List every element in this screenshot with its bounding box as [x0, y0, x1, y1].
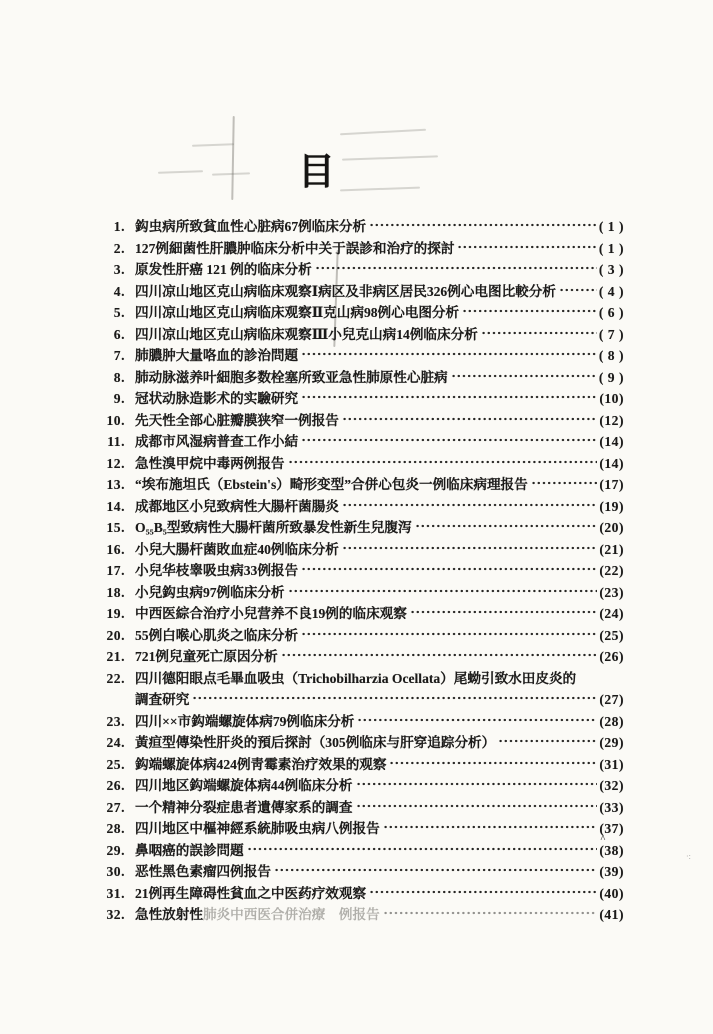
- entry-title: 急性溴甲烷中毒两例报告: [135, 455, 285, 471]
- toc-entry: [97, 409, 624, 431]
- entry-body: [135, 258, 624, 278]
- dot-leader: [192, 695, 597, 701]
- dot-leader: [247, 846, 598, 852]
- entry-page-number: ( 1 ): [598, 240, 624, 256]
- entry-number: 16.: [106, 541, 125, 557]
- entry-title: 小兒大腸杆菌敗血症40例临床分析: [135, 541, 339, 557]
- entry-number: 18.: [106, 584, 125, 600]
- entry-number: 30.: [106, 864, 125, 879]
- entry-body: [135, 882, 624, 902]
- dot-leader: [342, 416, 597, 422]
- toc-entry: [97, 559, 624, 581]
- entry-title: 四川凉山地区克山病临床观察Ⅰ病区及非病区居民326例心电图比較分析: [135, 283, 556, 299]
- toc-entry: [97, 430, 624, 452]
- entry-title: 721例兒童死亡原因分析: [135, 649, 278, 664]
- entry-page-number: (17): [599, 477, 624, 492]
- entry-body: [135, 903, 624, 923]
- toc-entry: [97, 903, 624, 925]
- entry-title: O₅₅B₅型致病性大腸杆菌所致暴发性新生兒腹泻: [135, 520, 412, 535]
- entry-body: [135, 323, 624, 343]
- entry-number: 1.: [113, 219, 125, 234]
- entry-body: [135, 366, 624, 386]
- entry-number: 6.: [113, 326, 125, 342]
- pencil-mark: [340, 187, 420, 191]
- entry-title: 急性放射性: [135, 907, 203, 922]
- entry-number: 10.: [106, 412, 125, 428]
- entry-body: [135, 452, 624, 472]
- entry-page-number: (19): [599, 498, 624, 514]
- entry-number: 29.: [106, 842, 125, 858]
- entry-body: [135, 645, 624, 665]
- toc-entry: [97, 495, 624, 517]
- pencil-mark: [340, 129, 426, 135]
- dot-leader: [559, 287, 597, 293]
- entry-body: [135, 710, 624, 730]
- entry-page-number: (20): [599, 520, 624, 535]
- entry-number: 11.: [107, 434, 125, 449]
- toc-entry: [97, 215, 624, 237]
- toc-entry: [97, 280, 624, 302]
- dot-leader: [357, 717, 597, 723]
- dot-leader: [342, 545, 597, 551]
- entry-body: [135, 538, 624, 558]
- dot-leader: [481, 330, 597, 336]
- entry-title: 鼻咽癌的誤診問題: [135, 842, 244, 858]
- entry-body: [135, 731, 624, 751]
- entry-number: 20.: [106, 627, 125, 643]
- entry-title: 一个精神分裂症患者遺傳家系的調查: [135, 799, 353, 815]
- entry-body: [135, 301, 624, 321]
- entry-page-number: (21): [599, 541, 624, 557]
- entry-title: 鈎虫病所致貧血性心脏病67例临床分析: [135, 219, 367, 234]
- entry-body: [135, 839, 624, 859]
- entry-title: “埃布施坦氏（Ebstein's）畸形变型”合併心包炎一例临床病理报告: [135, 477, 528, 492]
- entry-body: [135, 581, 624, 601]
- smudge-mark: ·:: [686, 852, 691, 861]
- entry-number: 26.: [106, 778, 125, 793]
- entry-body: [135, 624, 624, 644]
- entry-body: [135, 796, 624, 816]
- entry-body: [135, 473, 624, 493]
- entry-page-number: (12): [599, 412, 624, 428]
- entry-number: 9.: [113, 391, 125, 406]
- entry-number: 25.: [106, 756, 125, 772]
- toc-entry: [97, 452, 624, 474]
- entry-title: 先天性全部心脏瓣膜狭窄一例报告: [135, 412, 339, 428]
- dot-leader: [342, 502, 597, 508]
- entry-body: [135, 215, 624, 235]
- toc-entry: [97, 237, 624, 259]
- pencil-mark: [158, 170, 203, 173]
- entry-page-number: (32): [599, 778, 624, 793]
- entry-page-number: (14): [599, 434, 624, 449]
- entry-title: 恶性黑色素瘤四例报告: [135, 864, 271, 879]
- entry-number: 3.: [113, 262, 125, 277]
- entry-title: 21例再生障碍性貧血之中医药疗效观察: [135, 885, 367, 901]
- dot-leader: [383, 910, 598, 916]
- entry-title: 成都市风湿病普查工作小結: [135, 434, 299, 449]
- entry-body: [135, 667, 624, 687]
- entry-number: 32.: [106, 907, 125, 922]
- entry-title: 四川凉山地区克山病临床观察Ⅱ克山病98例心电图分析: [135, 305, 460, 320]
- entry-body: [135, 559, 624, 579]
- entry-number: 24.: [106, 735, 125, 750]
- entry-title: 冠状动脉造影术的实驗研究: [135, 391, 299, 406]
- entry-body: [135, 387, 624, 407]
- dot-leader: [281, 652, 598, 658]
- entry-number: 27.: [106, 799, 125, 815]
- entry-title: 127例細菌性肝膿肿临床分析中关于誤診和治疗的探討: [135, 240, 455, 256]
- toc-entry: [97, 882, 624, 904]
- entry-number: 17.: [106, 563, 125, 578]
- entry-page-number: ( 7 ): [598, 326, 624, 342]
- toc-entry: [97, 710, 624, 732]
- dot-leader: [288, 459, 598, 465]
- entry-page-number: (37): [599, 821, 624, 836]
- entry-title: 肺动脉滋养叶細胞多数栓塞所致亚急性肺原性心脏病: [135, 369, 448, 385]
- dot-leader: [415, 523, 598, 529]
- entry-number: 8.: [113, 369, 125, 385]
- entry-number: 19.: [106, 606, 125, 621]
- toc-entry: [97, 602, 624, 624]
- entry-body: [135, 602, 624, 622]
- entry-body: [135, 280, 624, 300]
- entry-number: 14.: [106, 498, 125, 514]
- entry-page-number: (24): [599, 606, 624, 621]
- entry-number: 13.: [106, 477, 125, 492]
- entry-number: 23.: [106, 713, 125, 729]
- entry-number: 31.: [106, 885, 125, 901]
- toc-entry: [97, 258, 624, 280]
- entry-title: 四川凉山地区克山病临床观察Ⅲ小兒克山病14例临床分析: [135, 326, 478, 342]
- toc-entry: [97, 860, 624, 882]
- entry-body: [135, 753, 624, 773]
- dot-leader: [301, 631, 597, 637]
- toc-entry: [97, 473, 624, 495]
- entry-page-number: (23): [599, 584, 624, 600]
- dot-leader: [457, 244, 596, 250]
- dot-leader: [389, 760, 597, 766]
- dot-leader: [315, 265, 597, 271]
- toc-entry: [97, 731, 624, 753]
- entry-body: [135, 344, 624, 364]
- entry-body: [135, 817, 624, 837]
- toc-entry: [97, 645, 624, 667]
- dot-leader: [301, 351, 597, 357]
- toc-list: [97, 215, 624, 925]
- dot-leader: [301, 566, 597, 572]
- entry-title: 中西医綜合治疗小兒营养不良19例的临床观察: [135, 606, 407, 621]
- entry-number: 22.: [106, 670, 125, 686]
- entry-page-number: ( 8 ): [598, 348, 624, 363]
- entry-page-number: (14): [599, 455, 624, 471]
- entry-body: [135, 495, 624, 515]
- toc-entry: [97, 516, 624, 538]
- entry-body: [135, 516, 624, 536]
- entry-page-number: (39): [599, 864, 624, 879]
- toc-entry: [97, 753, 624, 775]
- dot-leader: [383, 824, 598, 830]
- entry-body: [135, 688, 624, 708]
- dot-leader: [369, 222, 597, 228]
- entry-page-number: (27): [599, 692, 624, 707]
- entry-number: 7.: [113, 348, 125, 363]
- entry-page-number: (40): [599, 885, 624, 901]
- title-area: [0, 130, 713, 210]
- dot-leader: [301, 437, 597, 443]
- entry-number: 2.: [113, 240, 125, 256]
- entry-page-number: (38): [599, 842, 624, 858]
- toc-entry: [97, 538, 624, 560]
- entry-page-number: (26): [599, 649, 624, 664]
- entry-body: [135, 409, 624, 429]
- toc-entry: [97, 581, 624, 603]
- entry-number: 21.: [106, 649, 125, 664]
- page-title: 目: [298, 152, 335, 193]
- dot-leader: [410, 609, 597, 615]
- dot-leader: [369, 889, 597, 895]
- entry-title: 鈎端螺旋体病424例靑霉素治疗效果的观察: [135, 756, 387, 772]
- toc-entry: [97, 688, 624, 710]
- dot-leader: [462, 308, 597, 314]
- entry-title: 調査研究: [135, 692, 190, 707]
- pen-tick-mark: ^: [600, 834, 606, 845]
- toc-entry: [97, 387, 624, 409]
- entry-body: [135, 430, 624, 450]
- dot-leader: [274, 867, 597, 873]
- entry-body: [135, 774, 624, 794]
- entry-number: 5.: [113, 305, 125, 320]
- dot-leader: [531, 480, 598, 486]
- entry-page-number: (31): [599, 756, 624, 772]
- entry-title-faded: 肺炎中西医合併治療 例报告: [202, 907, 380, 922]
- entry-number: 15.: [106, 520, 125, 535]
- toc-entry: [97, 323, 624, 345]
- entry-title: 小兒华枝睾吸虫病33例报告: [135, 563, 299, 578]
- toc-entry: [97, 624, 624, 646]
- entry-page-number: (33): [599, 799, 624, 815]
- entry-page-number: (28): [599, 713, 624, 729]
- dot-leader: [451, 373, 597, 379]
- entry-title: 四川德阳眼点毛畢血吸虫（Trichobilharzia Ocellata）尾蚴引致水田皮炎的: [135, 670, 577, 686]
- dot-leader: [356, 803, 598, 809]
- entry-page-number: (22): [599, 563, 624, 578]
- pencil-mark: [342, 155, 438, 160]
- dot-leader: [301, 394, 597, 400]
- toc-entry: [97, 366, 624, 388]
- dot-leader: [498, 738, 597, 744]
- entry-page-number: ( 3 ): [598, 262, 624, 277]
- entry-page-number: (10): [599, 391, 624, 406]
- entry-page-number: ( 4 ): [598, 283, 624, 299]
- toc-entry: [97, 667, 624, 689]
- entry-page-number: (41): [599, 907, 624, 922]
- entry-title: 55例白喉心肌炎之临床分析: [135, 627, 299, 643]
- entry-title: 黃疸型傳染性肝炎的預后探討（305例临床与肝穿追踪分析）: [135, 735, 496, 750]
- toc-entry: [97, 301, 624, 323]
- entry-title: 原发性肝癌 121 例的临床分析: [135, 262, 312, 277]
- toc-entry: [97, 817, 624, 839]
- entry-page-number: ( 9 ): [598, 369, 624, 385]
- dot-leader: [356, 781, 598, 787]
- entry-page-number: (29): [599, 735, 624, 750]
- toc-entry: [97, 344, 624, 366]
- dot-leader: [288, 588, 598, 594]
- entry-title: 四川地区鈎端螺旋体病44例临床分析: [135, 778, 353, 793]
- entry-body: [135, 237, 624, 257]
- entry-number: 4.: [113, 283, 125, 299]
- pencil-mark: [192, 143, 234, 146]
- entry-title: 成都地区小兒致病性大腸杆菌腸炎: [135, 498, 339, 514]
- entry-page-number: (25): [599, 627, 624, 643]
- entry-title: 四川地区中樞神經系統肺吸虫病八例报告: [135, 821, 380, 836]
- entry-body: [135, 860, 624, 880]
- toc-entry: [97, 839, 624, 861]
- entry-title: 四川××市鈎端螺旋体病79例临床分析: [135, 713, 355, 729]
- pencil-mark: [231, 116, 234, 200]
- entry-title: 小兒鈎虫病97例临床分析: [135, 584, 285, 600]
- toc-entry: [97, 774, 624, 796]
- entry-number: 28.: [106, 821, 125, 836]
- entry-page-number: ( 1 ): [598, 219, 624, 234]
- entry-page-number: ( 6 ): [598, 305, 624, 320]
- entry-number: 12.: [106, 455, 125, 471]
- entry-title: 肺膿肿大量咯血的診治問題: [135, 348, 299, 363]
- toc-entry: [97, 796, 624, 818]
